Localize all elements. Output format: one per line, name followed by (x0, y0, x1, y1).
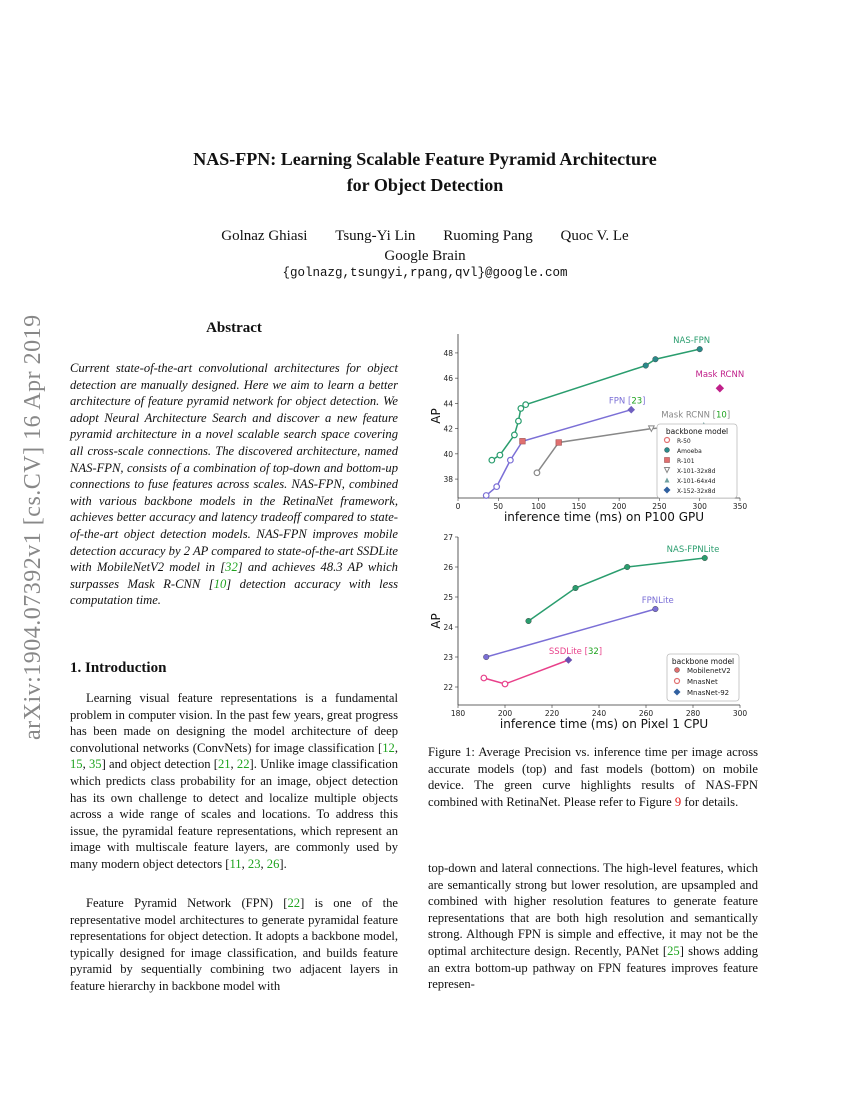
data-point (702, 555, 708, 561)
y-tick-label: 25 (443, 593, 453, 602)
legend-marker (665, 448, 670, 453)
data-point (512, 432, 518, 438)
citation-link[interactable]: 25 (667, 943, 680, 958)
data-point (716, 384, 724, 392)
author-emails: {golnazg,tsungyi,rpang,qvl}@google.com (282, 266, 568, 280)
section-heading-introduction: 1. Introduction (70, 660, 167, 676)
data-point (489, 457, 495, 463)
legend-title: backbone model (671, 657, 735, 666)
data-point (627, 406, 635, 414)
data-point (508, 457, 514, 463)
data-point (497, 452, 503, 458)
citation-link[interactable]: 26 (266, 856, 280, 871)
data-point (483, 493, 489, 499)
data-point (653, 606, 659, 612)
y-tick-label: 48 (443, 348, 453, 358)
data-point (565, 656, 573, 664)
x-tick-label: 240 (591, 709, 607, 718)
figure-caption: Figure 1: Average Precision vs. inference time per image across accurate models (top) and fast models (bottom) on mobile device. The green curve highlights results of NAS-FPN combined with RetinaNet. Please refer to Figure 9 for details. (428, 745, 758, 809)
citation-link[interactable]: 15 (70, 757, 83, 772)
x-tick-label: 260 (638, 709, 654, 718)
series-label: SSDLite [32] (548, 647, 603, 657)
data-point (624, 564, 630, 570)
arxiv-stamp: arXiv:1904.07392v1 [cs.CV] 16 Apr 2019 (20, 314, 46, 740)
data-point (483, 654, 489, 660)
x-tick-label: 350 (732, 502, 748, 511)
y-tick-label: 26 (443, 563, 453, 572)
legend-label: MnasNet (687, 678, 718, 686)
citation-link[interactable]: 12 (382, 740, 395, 755)
intro-paragraph-2: Feature Pyramid Network (FPN) [22] is one of the representative model architectures to generate pyramidal feature representations for object detection. It adopts a backbone model, typically designed for image classification, and builds feature pyramid by sequentially combining two adjacent layers in feature hierarchy in backbone model with (70, 896, 398, 993)
legend-label: Amoeba (677, 448, 702, 455)
y-tick-label: 40 (443, 449, 453, 459)
x-tick-label: 300 (692, 502, 707, 511)
author-name: Golnaz Ghiasi (221, 228, 308, 244)
legend-marker (675, 668, 680, 673)
x-tick-label: 200 (497, 709, 513, 718)
data-point (518, 406, 524, 412)
y-tick-label: 23 (443, 653, 453, 662)
series-label: NAS-FPNLite (666, 545, 720, 555)
legend-label: X-101-64x4d (677, 478, 716, 485)
data-point (556, 440, 562, 446)
series-line (529, 558, 705, 621)
abstract-body: Current state-of-the-art convolutional architectures for object detection are manually designed. Here we aim to learn a better architecture of feature pyramid network for object detection. We adopt Neural Architecture Search and discover a new feature pyramid architecture in a novel scalable search space covering all cross-scale connections. The discovered architecture, named NAS-FPN, consists of a combination of top-down and bottom-up connections to fuse features across scales. NAS-FPN, combined with various backbone models in the RetinaNet framework, achieves better accuracy and latency tradeoff compared to state-of-the-art object detection models. NAS-FPN improves mobile detection accuracy by 2 AP compared to state-of-the-art SSDLite with MobileNetV2 model in [32] and achieves 48.3 AP which surpasses Mask R-CNN [10] detection accuracy with less computation time. (70, 361, 398, 608)
data-point (534, 470, 540, 476)
legend-marker (675, 679, 680, 684)
data-point (643, 363, 649, 369)
title-line-1: NAS-FPN: Learning Scalable Feature Pyramid Architecture (193, 149, 657, 169)
data-point (697, 346, 703, 352)
series-label: FPNLite (641, 596, 674, 606)
citation-link[interactable]: 32 (225, 560, 238, 575)
x-tick-label: 150 (571, 502, 587, 511)
series-label: FPN [23] (608, 396, 646, 407)
y-tick-label: 44 (443, 399, 453, 409)
intro-paragraph-1: Learning visual feature representations is a fundamental problem in computer vision. In the past few years, great progress has been made on designing the model architecture of deep convolutional networks (ConvNets) for image classification [12, 15, 35] and object detection [21, 22]. Unlike image classification which predicts class probability for an image, object detection has its own challenge to detect and localize multiple objects across a wide range of scales and locations. To address this issue, the pyramidal feature representations, which represent an image with multiscale feature layers, are commonly used by many modern object detectors [11, 23, 26]. (70, 691, 399, 871)
x-tick-label: 250 (652, 502, 667, 511)
legend-label: MnasNet-92 (687, 689, 730, 697)
series-label: Mask RCNN (695, 369, 745, 380)
x-tick-label: 0 (455, 502, 461, 511)
x-axis-label: inference time (ms) on Pixel 1 CPU (499, 717, 709, 731)
y-tick-label: 42 (443, 424, 453, 434)
citation-link[interactable]: 35 (88, 757, 102, 772)
data-point (653, 356, 659, 362)
x-tick-label: 180 (450, 709, 466, 718)
citation-link[interactable]: 21 (217, 757, 231, 772)
citation-link[interactable]: 22 (287, 896, 301, 910)
series-line (486, 410, 631, 496)
affiliation: Google Brain (384, 248, 466, 264)
x-tick-label: 100 (531, 502, 546, 511)
legend-marker (665, 458, 670, 463)
citation-link[interactable]: 11 (229, 856, 242, 871)
data-point (526, 618, 532, 624)
data-point (520, 438, 526, 444)
x-tick-label: 300 (732, 709, 748, 718)
legend-title: backbone model (665, 427, 729, 436)
y-tick-label: 46 (443, 374, 453, 384)
author-name: Tsung-Yi Lin (335, 228, 416, 244)
legend-label: R-101 (677, 458, 695, 465)
x-tick-label: 50 (493, 502, 504, 511)
legend-label: X-152-32x8d (677, 488, 716, 495)
column-2-paragraph: top-down and lateral connections. The high-level features, which are semantically strong but lower resolution, are upsampled and combined with higher resolution features to generate feature representations that are both high resolution and semantically strong. Although FPN is simple and effective, it may not be the optimal architecture design. Recently, PANet [25] shows adding an extra bottom-up pathway on FPN features improves feature represen- (428, 861, 758, 992)
figure-ref-link[interactable]: 9 (674, 794, 682, 809)
series-label: Mask RCNN [10] (661, 410, 731, 421)
legend-label: X-101-32x8d (677, 468, 716, 475)
y-tick-label: 24 (443, 623, 453, 632)
abstract-heading: Abstract (206, 320, 262, 336)
data-point (573, 585, 579, 591)
legend-label: R-50 (677, 438, 691, 445)
y-tick-label: 38 (443, 475, 453, 485)
citation-link[interactable]: 22 (236, 757, 250, 772)
citation-link[interactable]: 23 (247, 856, 261, 871)
x-tick-label: 280 (685, 709, 701, 718)
y-axis-label: AP (429, 408, 443, 424)
x-tick-label: 200 (611, 502, 627, 511)
title-line-2: for Object Detection (346, 175, 504, 195)
data-point (502, 681, 508, 687)
legend-label: MobilenetV2 (687, 667, 731, 675)
author-name: Quoc V. Le (560, 228, 629, 244)
y-tick-label: 22 (443, 683, 453, 692)
y-axis-label: AP (429, 613, 443, 629)
data-point (523, 402, 529, 408)
series-line (484, 660, 569, 684)
legend-marker (665, 438, 670, 443)
series-label: NAS-FPN (673, 335, 711, 346)
y-tick-label: 27 (443, 533, 453, 542)
data-point (516, 418, 522, 424)
data-point (494, 484, 500, 490)
author-name: Ruoming Pang (443, 228, 533, 244)
data-point (481, 675, 487, 681)
x-tick-label: 220 (544, 709, 560, 718)
x-axis-label: inference time (ms) on P100 GPU (503, 510, 705, 524)
citation-link[interactable]: 10 (213, 576, 227, 591)
